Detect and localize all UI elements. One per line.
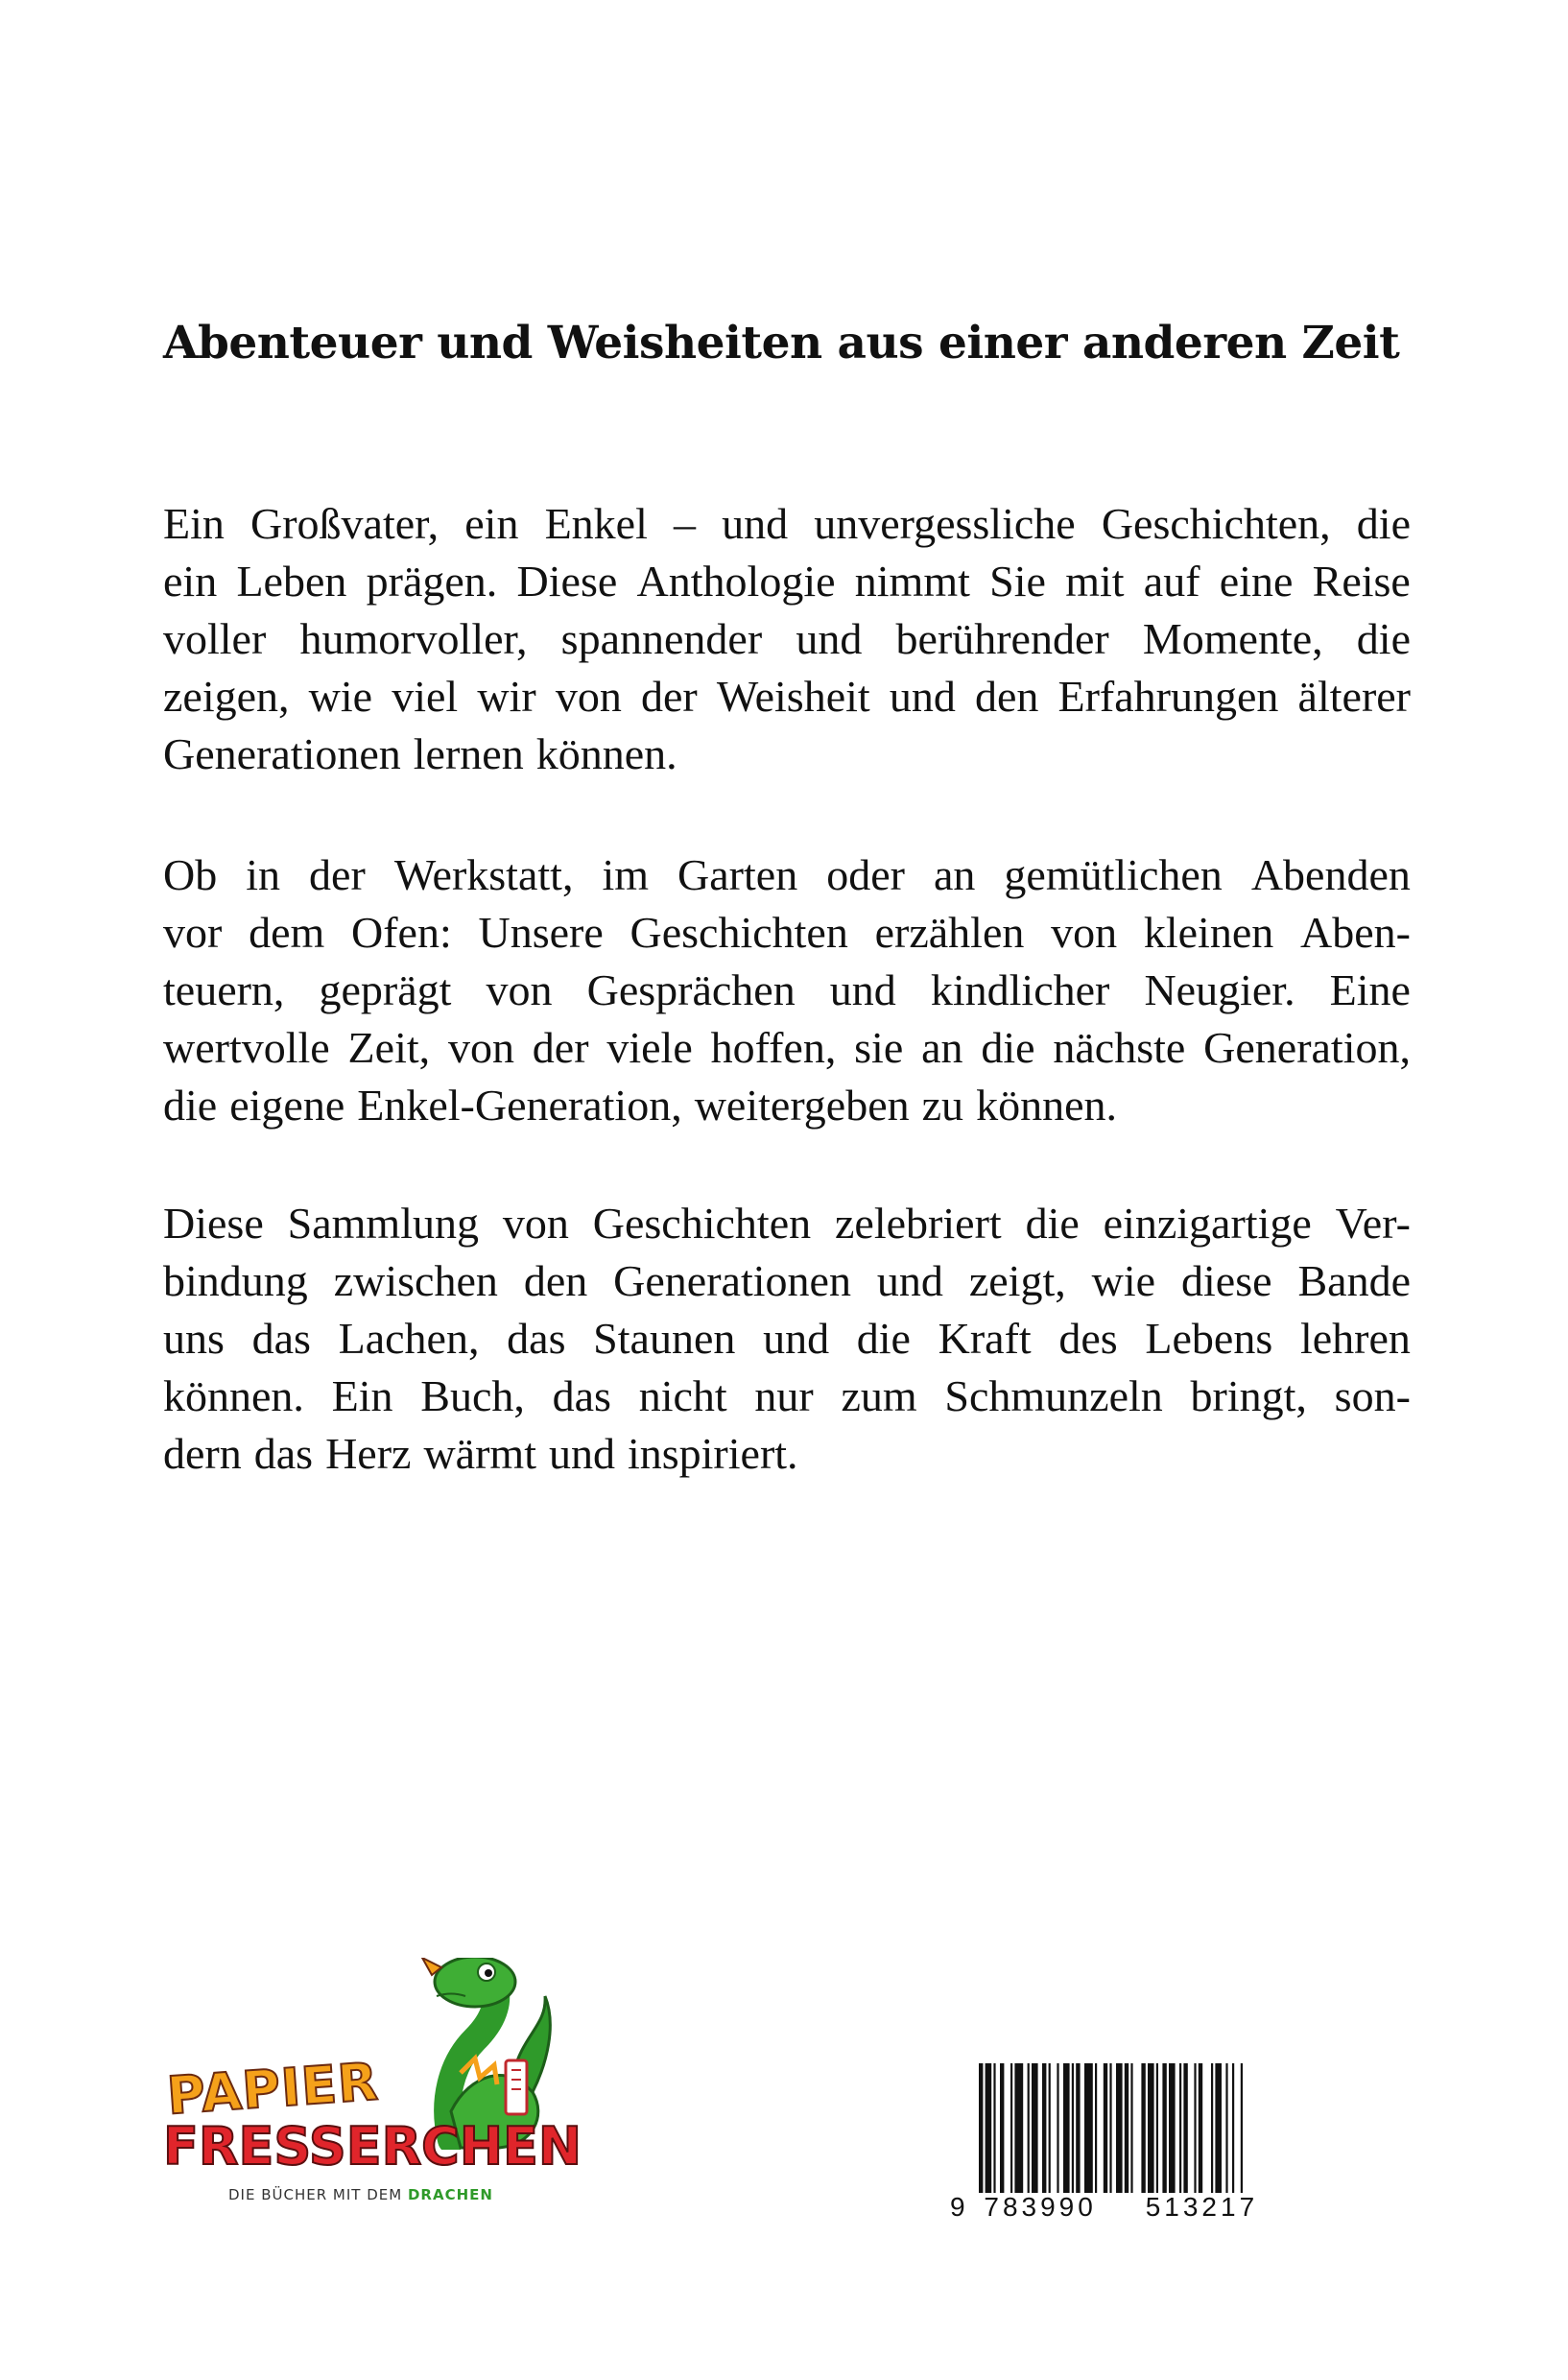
word: Enkel-Generation, [357,1081,682,1130]
word: und [796,614,863,663]
word: den [523,1256,588,1305]
word: Buch, [420,1371,525,1420]
text-line [163,1368,1411,1425]
word: an [933,850,976,899]
word: Ein [331,1371,393,1420]
word: zeigt, [968,1256,1066,1305]
word: mit [1065,557,1125,606]
word: Lebens [1145,1314,1273,1363]
barcode-bar [1042,2063,1046,2193]
barcode-bar [993,2063,995,2193]
barcode-bar [1215,2063,1222,2193]
word: einzigartige [1103,1199,1312,1248]
blurb-paragraph-2 [163,846,1411,1134]
publisher-tagline [228,2186,493,2203]
barcode-bar [1063,2063,1070,2193]
word: Aben- [1299,908,1411,957]
word: zu [921,1081,964,1130]
barcode-bar [1211,2063,1213,2193]
barcode-bar [1241,2063,1243,2193]
barcode-bar [1162,2063,1166,2193]
barcode-bar [1028,2063,1030,2193]
word: wie [1091,1256,1156,1305]
word: Schmunzeln [944,1371,1163,1420]
word: son- [1334,1371,1411,1420]
word: und [548,1429,615,1478]
barcode-bar [979,2063,983,2193]
barcode-bar [1156,2063,1158,2193]
word: geprägt [319,965,452,1014]
word: und [829,965,896,1014]
publisher-name-line2: FRESSERCHEN [163,2116,582,2177]
word: die [1356,614,1411,663]
barcode-bar [1183,2063,1187,2193]
word: zelebriert [835,1199,1002,1248]
publisher-logo [163,1958,582,2217]
barcode-bar [1225,2063,1227,2193]
word: oder [826,850,905,899]
word: Anthologie [636,557,836,606]
word: wertvolle [163,1023,330,1072]
barcode-bar [986,2063,992,2193]
word: eigene [229,1081,345,1130]
barcode-bar [1084,2063,1093,2193]
word: Staunen [593,1314,736,1363]
barcode-bar [1104,2063,1107,2193]
barcode-bar [1148,2063,1154,2193]
word: das [507,1314,566,1363]
word: unvergessliche [814,499,1076,548]
word: hoffen, [710,1023,837,1072]
word: von [1051,908,1118,957]
word: der [309,850,366,899]
text-line [163,668,1411,726]
word: das [251,1314,311,1363]
word: lehren [1299,1314,1411,1363]
barcode-bar [1116,2063,1123,2193]
word: im [602,850,650,899]
word: Lachen, [338,1314,480,1363]
word: Sammlung [287,1199,479,1248]
word: wärmt [423,1429,536,1478]
word: Geschichten [630,908,848,957]
word: bringt, [1190,1371,1307,1420]
word: wir [477,672,536,721]
word: Ein [163,499,225,548]
word: viel [392,672,459,721]
barcode-bar [1179,2063,1181,2193]
tagline-highlight: DRACHEN [407,2186,493,2203]
barcode-bar [1000,2063,1004,2193]
barcode-bar [1010,2063,1012,2193]
text-line [163,1310,1411,1368]
word: gemütlichen [1004,850,1223,899]
word: können. [163,1371,304,1420]
barcode-bar [1057,2063,1058,2193]
word: berührender [895,614,1109,663]
word: den [974,672,1039,721]
word: Garten [677,850,798,899]
word: diese [1181,1256,1272,1305]
word: von [555,672,622,721]
barcode-bar [1199,2063,1202,2193]
word: Diese [516,557,618,606]
text-line [163,904,1411,962]
barcode-bar [1014,2063,1023,2193]
word: Ofen: [351,908,452,957]
word: Reise [1312,557,1411,606]
word: Herz [325,1429,412,1478]
word: Großvater, [250,499,440,548]
text-line [163,1019,1411,1077]
word: Bande [1297,1256,1411,1305]
word: sie [854,1023,904,1072]
word: kleinen [1143,908,1274,957]
text-line [163,553,1411,610]
word: können. [976,1081,1117,1130]
barcode-bar [1141,2063,1145,2193]
barcode-bar [1072,2063,1074,2193]
word: zum [841,1371,917,1420]
word: Werkstatt, [393,850,574,899]
word: und [722,499,789,548]
word: das [253,1429,314,1478]
blurb-paragraph-1 [163,495,1411,783]
text-line [163,1195,1411,1252]
word: Zeit, [347,1023,431,1072]
text-line [163,962,1411,1019]
word: Enkel [544,499,648,548]
barcode-bar [1109,2063,1111,2193]
word: Eine [1329,965,1411,1014]
word: Gesprächen [586,965,796,1014]
word: erzählen [874,908,1025,957]
word: voller [163,614,267,663]
barcode-bar [1125,2063,1128,2193]
word: die [856,1314,911,1363]
word: nimmt [854,557,970,606]
word: der [532,1023,589,1072]
word: Geschichten [592,1199,812,1248]
word: nur [754,1371,814,1420]
word: Sie [989,557,1046,606]
word: an [921,1023,963,1072]
word: die [981,1023,1035,1072]
barcode-digits [950,2193,1295,2222]
word: dern [163,1429,242,1478]
word: Abenden [1250,850,1411,899]
word: Ob [163,850,218,899]
word: wie [308,672,373,721]
word: zeigen, [163,672,290,721]
barcode-bar [1032,2063,1038,2193]
word: Erfahrungen [1057,672,1279,721]
word: von [486,965,553,1014]
text-line [163,726,1411,783]
word: eine [1219,557,1294,606]
barcode-digit-first: 9 [950,2192,965,2222]
word: Neugier. [1144,965,1295,1014]
word: Generationen [613,1256,851,1305]
word: und [876,1256,943,1305]
word: vor [163,908,223,957]
word: auf [1143,557,1200,606]
word: Leben [236,557,347,606]
word: können. [535,729,677,778]
isbn-barcode [950,2063,1295,2222]
barcode-bar [1130,2063,1132,2193]
tagline-prefix: DIE BÜCHER MIT DEM [228,2186,403,2203]
word: die [163,1081,218,1130]
barcode-bar [1194,2063,1196,2193]
word: und [889,672,956,721]
barcode-bars [950,2063,1295,2193]
word: die [1025,1199,1080,1248]
blurb-paragraph-3 [163,1195,1411,1483]
word: bindung [163,1256,308,1305]
barcode-digits-right: 513217 [1145,2192,1259,2222]
word: von [502,1199,569,1248]
word: humorvoller, [299,614,528,663]
word: der [640,672,698,721]
barcode-bar [1232,2063,1234,2193]
bookmark-icon [504,2059,529,2116]
word: spannender [560,614,763,663]
word: nicht [638,1371,727,1420]
word: lernen [413,729,524,778]
word: teuern, [163,965,285,1014]
word: viele [606,1023,693,1072]
word: von [447,1023,514,1072]
publisher-name-line1: PAPIER [165,2051,381,2127]
barcode-bar [1049,2063,1051,2193]
word: ein [163,557,218,606]
word: weitergeben [694,1081,910,1130]
text-line [163,846,1411,904]
word: zwischen [333,1256,498,1305]
word: Generation, [1203,1023,1411,1072]
text-line [163,610,1411,668]
word: in [246,850,281,899]
word: Ver- [1335,1199,1411,1248]
word: Generationen [163,729,401,778]
word: ein [464,499,519,548]
text-line [163,495,1411,553]
word: dem [249,908,325,957]
word: Diese [163,1199,264,1248]
word: des [1058,1314,1118,1363]
word: Momente, [1142,614,1323,663]
word: nächste [1053,1023,1186,1072]
word: Unsere [478,908,604,957]
word: Geschichten, [1101,499,1331,548]
word: uns [163,1314,225,1363]
word: Weisheit [716,672,870,721]
word: prägen. [366,557,498,606]
text-line [163,1252,1411,1310]
word: Kraft [938,1314,1032,1363]
barcode-bar [1076,2063,1080,2193]
text-line [163,1425,1411,1483]
word: – [673,499,696,548]
word: die [1356,499,1411,548]
word: und [763,1314,830,1363]
word: kindlicher [930,965,1110,1014]
word: das [552,1371,611,1420]
barcode-digits-left: 783990 [984,2192,1097,2222]
blurb-title: Abenteuer und Weisheiten aus einer anderen Zeit [163,317,1400,369]
text-line [163,1077,1411,1134]
barcode-bar [1169,2063,1176,2193]
word: älterer [1297,672,1411,721]
barcode-bar [1095,2063,1097,2193]
word: inspiriert. [627,1429,798,1478]
